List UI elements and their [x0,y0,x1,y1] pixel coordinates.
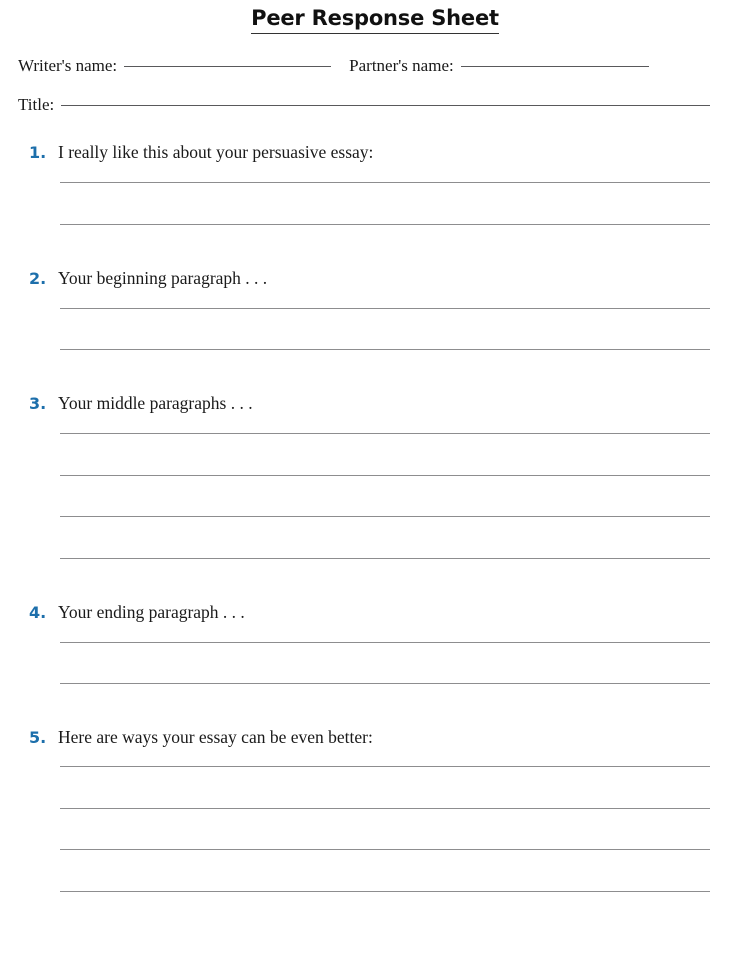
partner-name-label: Partner's name: [349,56,454,75]
item-3-header [0,393,750,414]
response-item-2 [0,268,750,351]
answer-line[interactable] [60,308,710,309]
essay-title-label: Title: [18,95,55,114]
answer-line[interactable] [60,891,710,892]
item-3-number: 3. [29,394,47,413]
item-spacer [0,684,750,727]
answer-line[interactable] [60,766,710,767]
item-3-answer-area [0,433,750,559]
item-spacer [0,225,750,268]
item-1-header [0,142,750,163]
response-item-4 [0,602,750,685]
partner-name-input[interactable] [461,66,649,67]
answer-line[interactable] [60,349,710,350]
answer-line[interactable] [60,642,710,643]
response-item-1 [0,142,750,225]
item-4-answer-area [0,642,750,685]
answer-line[interactable] [60,558,710,559]
response-items-list [0,142,750,892]
item-5-answer-area [0,766,750,892]
item-spacer [0,350,750,393]
item-2-header [0,268,750,289]
answer-line[interactable] [60,182,710,183]
item-5-prompt: Here are ways your essay can be even better: [58,727,373,747]
item-3-prompt: Your middle paragraphs . . . [58,393,253,413]
answer-line[interactable] [60,808,710,809]
essay-title-input[interactable] [61,105,710,106]
answer-line[interactable] [60,475,710,476]
name-fields-row [18,56,732,82]
writer-name-label: Writer's name: [18,56,118,75]
item-2-prompt: Your beginning paragraph . . . [58,267,268,288]
answer-line[interactable] [60,849,710,850]
item-spacer [0,559,750,602]
answer-line[interactable] [60,683,710,684]
item-1-prompt: I really like this about your persuasive essay: [58,142,374,162]
item-4-header [0,602,750,623]
item-4-prompt: Your ending paragraph . . . [58,601,245,622]
answer-line[interactable] [60,516,710,517]
item-5-number: 5. [29,728,47,747]
item-4-number: 4. [29,602,47,622]
item-2-number: 2. [29,268,47,288]
answer-line[interactable] [60,433,710,434]
answer-line[interactable] [60,224,710,225]
item-2-answer-area [0,308,750,351]
writer-name-input[interactable] [124,66,331,67]
title-field-row [18,95,732,121]
response-item-5 [0,727,750,892]
page-title: Peer Response Sheet [251,6,499,34]
item-1-number: 1. [29,143,47,162]
response-item-3 [0,393,750,559]
item-1-answer-area [0,182,750,225]
header-fields [18,56,732,121]
item-5-header [0,727,750,748]
title-container [0,6,750,34]
